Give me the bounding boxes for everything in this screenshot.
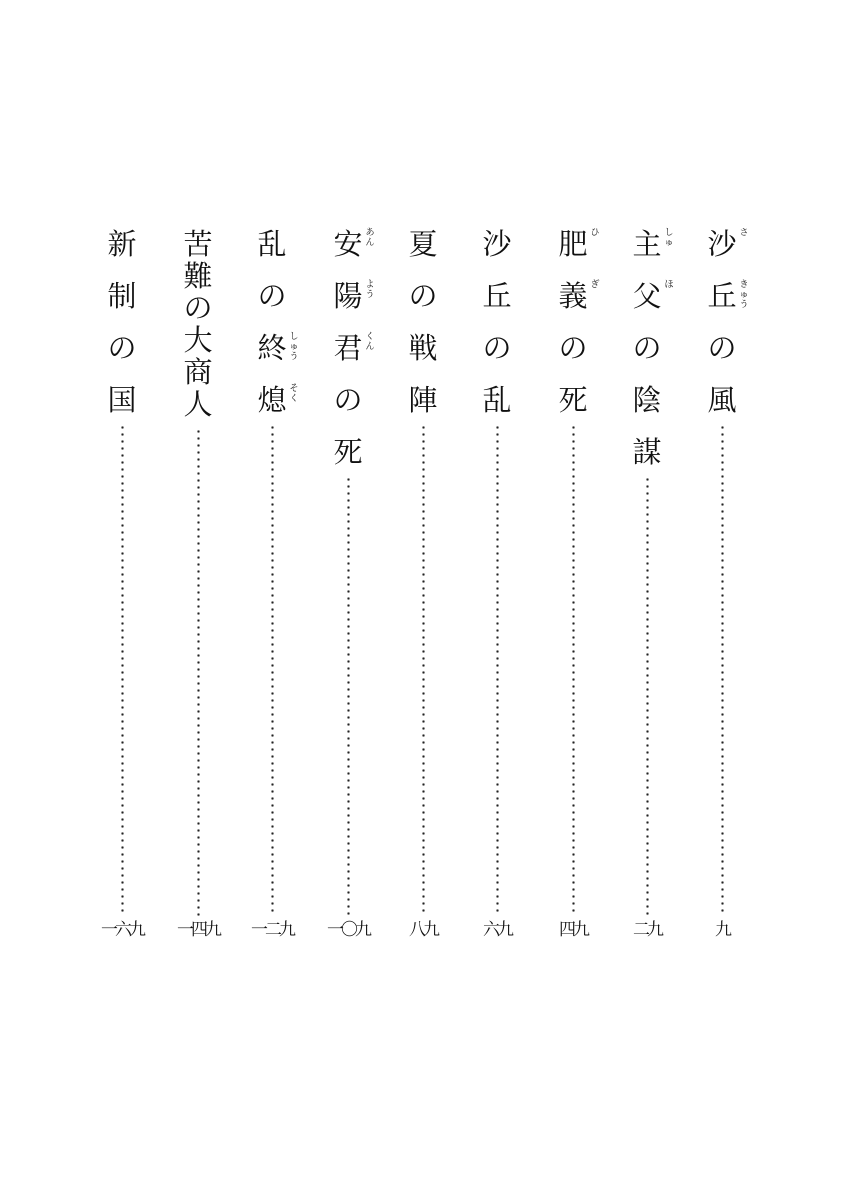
title-glyph: の [632,331,662,365]
page-number: 一〇九 [327,920,369,940]
title-char [330,330,375,366]
title-char [180,290,216,326]
furigana: きゅう [739,280,749,310]
title-glyph: の [408,279,438,313]
toc-entry[interactable] [395,226,451,966]
title-char [180,226,216,262]
title-char [254,226,290,262]
dot-leader [646,476,649,916]
title-char [405,330,441,366]
furigana: さ [739,228,749,238]
title-char [330,382,366,418]
title-glyph: 新 [107,227,137,261]
title-char [555,226,600,262]
dot-leader [121,424,124,916]
title-char [479,226,515,262]
furigana: ぎ [590,280,600,290]
title-char [104,278,140,314]
title-glyph: 死 [333,435,363,469]
title-glyph: の [107,331,137,365]
title-glyph: 主 [632,227,662,261]
page-number: 一六九 [101,920,143,940]
title-glyph: の [558,331,588,365]
toc-entry[interactable] [320,226,376,966]
title-char [555,278,600,314]
title-glyph: 乱 [257,227,287,261]
furigana: くん [365,332,375,352]
title-char [704,330,740,366]
furigana: ほ [664,280,674,290]
dot-leader [496,424,499,916]
title-glyph: 陣 [408,383,438,417]
title-char [180,386,216,422]
toc-entry[interactable] [694,226,750,966]
title-char [479,330,515,366]
title-char [104,330,140,366]
title-glyph: の [482,331,512,365]
page-number: 八九 [409,920,437,940]
title-char [254,382,299,418]
title-glyph: の [183,291,213,325]
title-glyph: 戦 [408,331,438,365]
title-glyph: 制 [107,279,137,313]
toc-entry[interactable] [545,226,601,966]
title-glyph: 謀 [632,435,662,469]
title-glyph: 商 [183,355,213,389]
title-glyph: の [333,383,363,417]
page-number: 九 [715,920,729,940]
title-glyph: 沙 [482,227,512,261]
title-glyph: 安 [333,227,363,261]
page-number: 六九 [483,920,511,940]
title-glyph: 父 [632,279,662,313]
title-glyph: 肥 [558,227,588,261]
title-char [704,278,749,314]
furigana: ひ [590,228,600,238]
furigana: しゅう [289,332,299,362]
title-glyph: 陽 [333,279,363,313]
title-glyph: 丘 [707,279,737,313]
title-char [555,330,591,366]
title-char [104,382,140,418]
title-glyph: 君 [333,331,363,365]
furigana: よう [365,280,375,300]
page-number: 二九 [633,920,661,940]
title-char [704,382,740,418]
page-number: 四九 [559,920,587,940]
toc-entry[interactable] [619,226,675,966]
title-glyph: 熄 [257,383,287,417]
title-char [330,278,375,314]
title-glyph: 死 [558,383,588,417]
title-char [629,382,665,418]
title-glyph: 国 [107,383,137,417]
title-glyph: の [707,331,737,365]
title-char [479,278,515,314]
dot-leader [347,476,350,916]
title-char [629,434,665,470]
dot-leader [572,424,575,916]
furigana: そく [289,384,299,404]
toc-entry[interactable] [94,226,150,966]
title-char [555,382,591,418]
title-glyph: 人 [183,387,213,421]
title-glyph: 乱 [482,383,512,417]
furigana: しゅ [664,228,674,248]
title-char [254,330,299,366]
title-char [629,330,665,366]
title-glyph: 苦 [183,227,213,261]
title-glyph: 終 [257,331,287,365]
title-glyph: 丘 [482,279,512,313]
page-number: 一四九 [177,920,219,940]
title-char [405,382,441,418]
toc-entry[interactable] [469,226,525,966]
furigana: あん [365,228,375,248]
toc-entry[interactable] [170,226,226,966]
title-char [254,278,290,314]
title-char [479,382,515,418]
title-glyph: の [257,279,287,313]
title-char [405,278,441,314]
title-char [330,226,375,262]
title-char [629,226,674,262]
title-char [629,278,674,314]
dot-leader [197,428,200,916]
dot-leader [422,424,425,916]
title-glyph: 風 [707,383,737,417]
dot-leader [721,424,724,916]
title-char [180,322,216,358]
dot-leader [271,424,274,916]
title-char [405,226,441,262]
title-char [104,226,140,262]
title-glyph: 夏 [408,227,438,261]
title-glyph: 義 [558,279,588,313]
title-glyph: 沙 [707,227,737,261]
toc-entry[interactable] [244,226,300,966]
title-char [180,258,216,294]
title-char [704,226,749,262]
page-number: 一二九 [251,920,293,940]
title-glyph: 陰 [632,383,662,417]
title-char [330,434,366,470]
title-glyph: 難 [183,259,213,293]
title-char [180,354,216,390]
title-glyph: 大 [183,323,213,357]
